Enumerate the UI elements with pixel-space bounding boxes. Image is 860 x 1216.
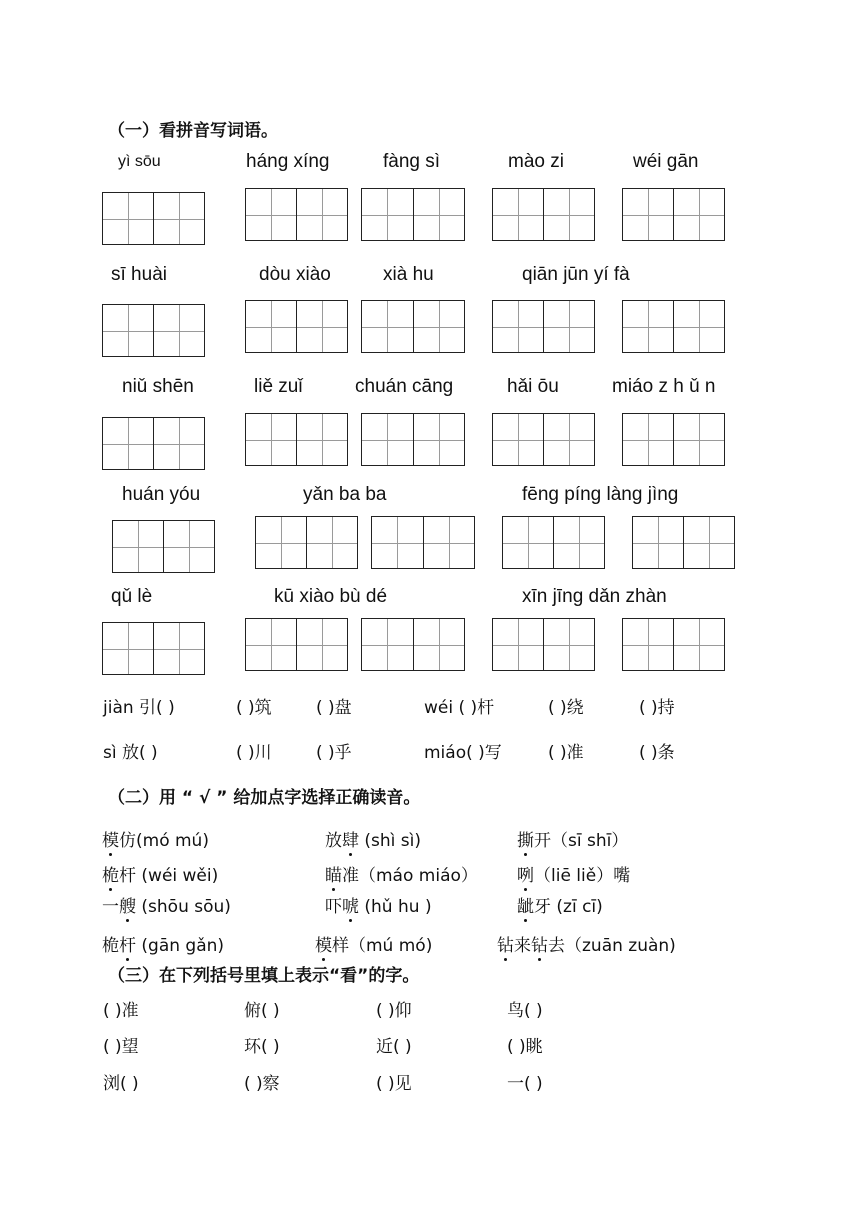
pinyin-label: xià hu xyxy=(383,264,434,285)
writing-grid[interactable] xyxy=(622,188,725,241)
writing-grid[interactable] xyxy=(361,618,465,671)
writing-grid[interactable] xyxy=(492,618,595,671)
writing-grid[interactable] xyxy=(245,188,348,241)
dotted-char: 桅 xyxy=(102,861,119,886)
reading-options: 准（máo miáo） xyxy=(342,866,478,886)
pinyin-label: liě zuǐ xyxy=(254,376,303,397)
reading-options: 杆 (wéi wěi) xyxy=(119,866,219,886)
reading-options: 去（zuān zuàn) xyxy=(548,936,676,956)
reading-item xyxy=(102,861,218,886)
dotted-char: 撕 xyxy=(517,826,534,851)
writing-grid[interactable] xyxy=(622,618,725,671)
fill-item: ( )望 xyxy=(103,1037,139,1057)
reading-item xyxy=(315,931,432,956)
pinyin-label: qiān jūn yí fà xyxy=(522,264,630,285)
poly-item: jiàn 引( ) xyxy=(103,698,175,718)
poly-item: ( )条 xyxy=(639,743,675,763)
reading-item xyxy=(325,861,478,886)
pinyin-label: dòu xiào xyxy=(259,264,331,285)
pinyin-label: niǔ shēn xyxy=(122,376,194,397)
writing-grid[interactable] xyxy=(502,516,605,569)
pinyin-label: hǎi ōu xyxy=(507,376,559,397)
dotted-char: 唬 xyxy=(342,892,359,917)
dotted-char: 钻 xyxy=(497,931,514,956)
reading-item xyxy=(325,892,432,917)
poly-item: sì 放( ) xyxy=(103,743,158,763)
pinyin-label: mào zi xyxy=(508,151,564,172)
reading-item xyxy=(517,826,628,851)
poly-item: ( )准 xyxy=(548,743,584,763)
pinyin-label: miáo z h ǔ n xyxy=(612,376,716,397)
dotted-char: 咧 xyxy=(517,861,534,886)
writing-grid[interactable] xyxy=(492,413,595,466)
writing-grid[interactable] xyxy=(492,188,595,241)
poly-item: ( )乎 xyxy=(316,743,352,763)
writing-grid[interactable] xyxy=(102,417,205,470)
pinyin-label: qǔ lè xyxy=(111,586,153,607)
poly-item: ( )筑 xyxy=(236,698,272,718)
writing-grid[interactable] xyxy=(371,516,475,569)
pinyin-label: wéi gān xyxy=(633,151,699,172)
pinyin-label: kū xiào bù dé xyxy=(274,586,388,607)
writing-grid[interactable] xyxy=(361,413,465,466)
fill-item: 环( ) xyxy=(244,1037,280,1057)
reading-item xyxy=(517,892,603,917)
reading-options: (shōu sōu) xyxy=(136,897,231,917)
plain-char: 来 xyxy=(514,936,531,956)
fill-item: ( )察 xyxy=(244,1074,280,1094)
dotted-char: 龇 xyxy=(517,892,534,917)
plain-char: 吓 xyxy=(325,897,342,917)
reading-options: 开（sī shī） xyxy=(534,831,629,851)
dotted-char: 钻 xyxy=(531,931,548,956)
dotted-char: 模 xyxy=(102,826,119,851)
fill-item: ( )眺 xyxy=(507,1037,543,1057)
dotted-char: 瞄 xyxy=(325,861,342,886)
reading-item xyxy=(325,826,421,851)
reading-item xyxy=(497,931,676,956)
writing-grid[interactable] xyxy=(112,520,215,573)
poly-item: miáo( )写 xyxy=(424,743,502,763)
poly-item: ( )绕 xyxy=(548,698,584,718)
poly-item: wéi ( )杆 xyxy=(424,698,495,718)
reading-options: （liē liě）嘴 xyxy=(534,866,631,886)
writing-grid[interactable] xyxy=(622,300,725,353)
pinyin-label: fàng sì xyxy=(383,151,441,172)
reading-options: (hǔ hu ) xyxy=(359,897,432,917)
fill-item: 浏( ) xyxy=(103,1074,139,1094)
writing-grid[interactable] xyxy=(245,413,348,466)
reading-options: 样（mú mó) xyxy=(332,936,433,956)
dotted-char: 艘 xyxy=(119,892,136,917)
fill-item: 一( ) xyxy=(507,1074,543,1094)
pinyin-label: yì sōu xyxy=(118,153,161,170)
pinyin-label: sī huài xyxy=(111,264,167,285)
writing-grid[interactable] xyxy=(102,622,205,675)
reading-item xyxy=(517,861,630,886)
fill-item: 鸟( ) xyxy=(507,1001,543,1021)
plain-char: 桅 xyxy=(102,936,119,956)
writing-grid[interactable] xyxy=(102,192,205,245)
writing-grid[interactable] xyxy=(255,516,358,569)
writing-grid[interactable] xyxy=(632,516,735,569)
dotted-char: 杆 xyxy=(119,931,136,956)
reading-options: (gān gǎn) xyxy=(136,936,225,956)
dotted-char: 肆 xyxy=(342,826,359,851)
section3-title: （三）在下列括号里填上表示“看”的字。 xyxy=(108,966,420,986)
pinyin-label: huán yóu xyxy=(122,484,201,505)
fill-item: 俯( ) xyxy=(244,1001,280,1021)
fill-item: ( )仰 xyxy=(376,1001,412,1021)
writing-grid[interactable] xyxy=(361,188,465,241)
plain-char: 一 xyxy=(102,897,119,917)
writing-grid[interactable] xyxy=(102,304,205,357)
poly-item: ( )川 xyxy=(236,743,272,763)
writing-grid[interactable] xyxy=(622,413,725,466)
pinyin-label: fēng píng làng jìng xyxy=(522,484,679,505)
writing-grid[interactable] xyxy=(361,300,465,353)
section1-title: （一）看拼音写词语。 xyxy=(108,121,278,141)
reading-item xyxy=(102,931,224,956)
writing-grid[interactable] xyxy=(245,618,348,671)
section2-title: （二）用 “ √ ” 给加点字选择正确读音。 xyxy=(108,788,421,808)
pinyin-label: chuán cāng xyxy=(355,376,454,397)
writing-grid[interactable] xyxy=(492,300,595,353)
reading-item xyxy=(102,826,209,851)
dotted-char: 模 xyxy=(315,931,332,956)
poly-item: ( )盘 xyxy=(316,698,352,718)
pinyin-label: yǎn ba ba xyxy=(303,484,387,505)
pinyin-label: háng xíng xyxy=(246,151,330,172)
reading-options: 仿(mó mú) xyxy=(119,831,209,851)
fill-item: ( )见 xyxy=(376,1074,412,1094)
fill-item: 近( ) xyxy=(376,1037,412,1057)
pinyin-label: xīn jīng dǎn zhàn xyxy=(522,586,667,607)
writing-grid[interactable] xyxy=(245,300,348,353)
fill-item: ( )准 xyxy=(103,1001,139,1021)
reading-item xyxy=(102,892,231,917)
reading-options: (shì sì) xyxy=(359,831,422,851)
plain-char: 放 xyxy=(325,831,342,851)
poly-item: ( )持 xyxy=(639,698,675,718)
reading-options: 牙 (zī cī) xyxy=(534,897,603,917)
